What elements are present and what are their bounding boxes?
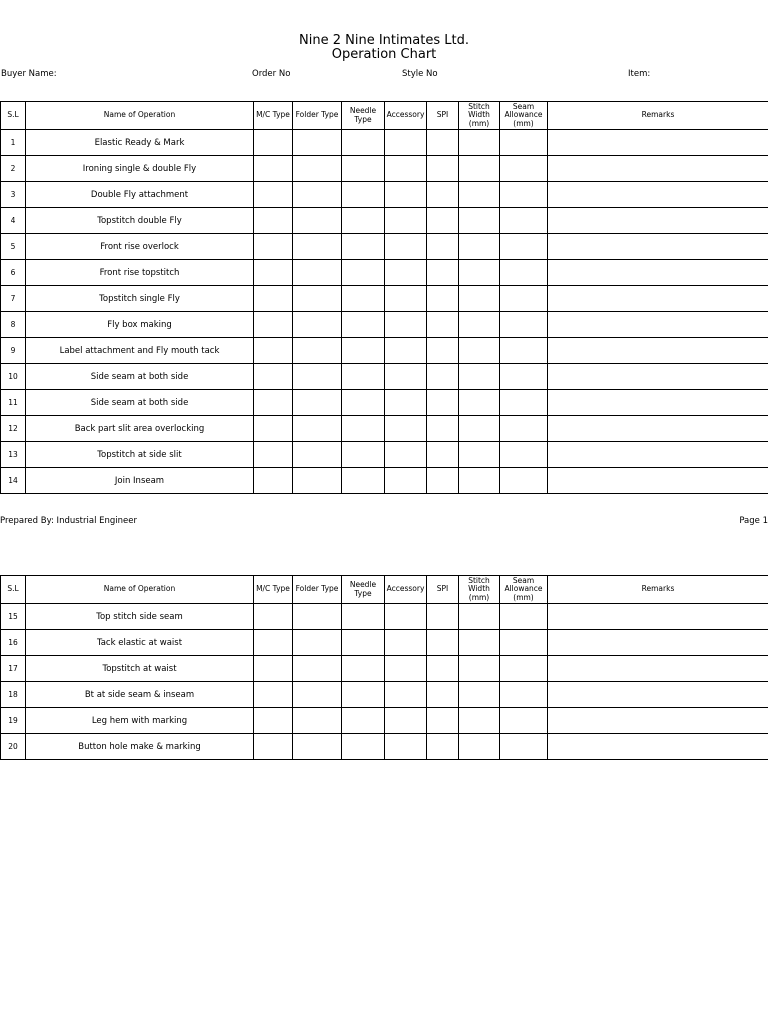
column-header-needle-type: Needle Type <box>342 576 385 604</box>
operation-name-cell: Topstitch at side slit <box>26 442 254 468</box>
mc-type-cell <box>254 312 293 338</box>
serial-number-cell: 16 <box>1 630 26 656</box>
operation-name-cell: Tack elastic at waist <box>26 630 254 656</box>
remarks-cell <box>548 234 768 260</box>
column-header-operation-name: Name of Operation <box>26 576 254 604</box>
column-header-stitch-width: Stitch Width (mm) <box>459 576 500 604</box>
mc-type-cell <box>254 390 293 416</box>
stitch-width-cell <box>459 604 500 630</box>
stitch-width-cell <box>459 390 500 416</box>
spi-cell <box>427 364 459 390</box>
column-header-sl: S.L <box>1 102 26 130</box>
table-row <box>1 182 768 208</box>
table-row <box>1 416 768 442</box>
column-header-mc-type: M/C Type <box>254 576 293 604</box>
remarks-cell <box>548 208 768 234</box>
seam-allowance-cell <box>500 260 548 286</box>
accessory-cell <box>385 338 427 364</box>
needle-type-cell <box>342 468 385 494</box>
accessory-cell <box>385 208 427 234</box>
item-label: Item: <box>628 69 651 79</box>
remarks-cell <box>548 364 768 390</box>
accessory-cell <box>385 130 427 156</box>
needle-type-cell <box>342 130 385 156</box>
needle-type-cell <box>342 286 385 312</box>
seam-allowance-cell <box>500 364 548 390</box>
serial-number-cell: 20 <box>1 734 26 760</box>
seam-allowance-cell <box>500 130 548 156</box>
seam-allowance-cell <box>500 208 548 234</box>
order-no-label: Order No <box>252 69 291 79</box>
remarks-cell <box>548 682 768 708</box>
needle-type-cell <box>342 734 385 760</box>
folder-type-cell <box>293 390 342 416</box>
column-header-seam-allowance: Seam Allowance (mm) <box>500 102 548 130</box>
column-header-folder-type: Folder Type <box>293 576 342 604</box>
remarks-cell <box>548 734 768 760</box>
mc-type-cell <box>254 734 293 760</box>
table-row <box>1 312 768 338</box>
table-row <box>1 630 768 656</box>
folder-type-cell <box>293 630 342 656</box>
folder-type-cell <box>293 734 342 760</box>
seam-allowance-cell <box>500 182 548 208</box>
stitch-width-cell <box>459 338 500 364</box>
seam-allowance-cell <box>500 234 548 260</box>
serial-number-cell: 7 <box>1 286 26 312</box>
style-no-label: Style No <box>402 69 438 79</box>
column-header-sl: S.L <box>1 576 26 604</box>
needle-type-cell <box>342 442 385 468</box>
stitch-width-cell <box>459 208 500 234</box>
operation-name-cell: Label attachment and Fly mouth tack <box>26 338 254 364</box>
folder-type-cell <box>293 604 342 630</box>
operation-table-page-2 <box>0 575 768 760</box>
seam-allowance-cell <box>500 604 548 630</box>
operation-name-cell: Back part slit area overlocking <box>26 416 254 442</box>
stitch-width-cell <box>459 286 500 312</box>
column-header-spi: SPI <box>427 102 459 130</box>
operation-name-cell: Join Inseam <box>26 468 254 494</box>
seam-allowance-cell <box>500 416 548 442</box>
accessory-cell <box>385 364 427 390</box>
column-header-seam-allowance: Seam Allowance (mm) <box>500 576 548 604</box>
folder-type-cell <box>293 708 342 734</box>
spi-cell <box>427 312 459 338</box>
remarks-cell <box>548 286 768 312</box>
seam-allowance-cell <box>500 630 548 656</box>
operation-name-cell: Fly box making <box>26 312 254 338</box>
operation-name-cell: Button hole make & marking <box>26 734 254 760</box>
mc-type-cell <box>254 708 293 734</box>
folder-type-cell <box>293 364 342 390</box>
needle-type-cell <box>342 338 385 364</box>
remarks-cell <box>548 656 768 682</box>
table-row <box>1 260 768 286</box>
table-row <box>1 656 768 682</box>
accessory-cell <box>385 708 427 734</box>
stitch-width-cell <box>459 708 500 734</box>
operation-name-cell: Leg hem with marking <box>26 708 254 734</box>
needle-type-cell <box>342 208 385 234</box>
stitch-width-cell <box>459 182 500 208</box>
mc-type-cell <box>254 156 293 182</box>
spi-cell <box>427 604 459 630</box>
needle-type-cell <box>342 260 385 286</box>
remarks-cell <box>548 416 768 442</box>
operation-name-cell: Ironing single & double Fly <box>26 156 254 182</box>
table-row <box>1 442 768 468</box>
mc-type-cell <box>254 630 293 656</box>
seam-allowance-cell <box>500 656 548 682</box>
page-title: Operation Chart <box>331 47 437 62</box>
serial-number-cell: 8 <box>1 312 26 338</box>
stitch-width-cell <box>459 364 500 390</box>
needle-type-cell <box>342 708 385 734</box>
seam-allowance-cell <box>500 338 548 364</box>
accessory-cell <box>385 682 427 708</box>
spi-cell <box>427 630 459 656</box>
operation-name-cell: Front rise topstitch <box>26 260 254 286</box>
seam-allowance-cell <box>500 682 548 708</box>
table-row <box>1 364 768 390</box>
table-row <box>1 734 768 760</box>
remarks-cell <box>548 708 768 734</box>
mc-type-cell <box>254 338 293 364</box>
folder-type-cell <box>293 182 342 208</box>
folder-type-cell <box>293 286 342 312</box>
needle-type-cell <box>342 656 385 682</box>
serial-number-cell: 4 <box>1 208 26 234</box>
spi-cell <box>427 338 459 364</box>
remarks-cell <box>548 156 768 182</box>
mc-type-cell <box>254 682 293 708</box>
serial-number-cell: 18 <box>1 682 26 708</box>
spi-cell <box>427 708 459 734</box>
needle-type-cell <box>342 682 385 708</box>
folder-type-cell <box>293 130 342 156</box>
stitch-width-cell <box>459 442 500 468</box>
stitch-width-cell <box>459 630 500 656</box>
folder-type-cell <box>293 208 342 234</box>
folder-type-cell <box>293 656 342 682</box>
accessory-cell <box>385 286 427 312</box>
operation-table-page-1 <box>0 101 768 494</box>
column-header-folder-type: Folder Type <box>293 102 342 130</box>
spi-cell <box>427 182 459 208</box>
serial-number-cell: 12 <box>1 416 26 442</box>
table-row <box>1 130 768 156</box>
buyer-name-label: Buyer Name: <box>1 69 57 79</box>
stitch-width-cell <box>459 682 500 708</box>
accessory-cell <box>385 260 427 286</box>
accessory-cell <box>385 734 427 760</box>
needle-type-cell <box>342 156 385 182</box>
mc-type-cell <box>254 364 293 390</box>
mc-type-cell <box>254 130 293 156</box>
serial-number-cell: 2 <box>1 156 26 182</box>
stitch-width-cell <box>459 156 500 182</box>
mc-type-cell <box>254 604 293 630</box>
table-row <box>1 234 768 260</box>
mc-type-cell <box>254 442 293 468</box>
needle-type-cell <box>342 390 385 416</box>
folder-type-cell <box>293 468 342 494</box>
spi-cell <box>427 416 459 442</box>
spi-cell <box>427 130 459 156</box>
serial-number-cell: 14 <box>1 468 26 494</box>
needle-type-cell <box>342 630 385 656</box>
spi-cell <box>427 234 459 260</box>
stitch-width-cell <box>459 260 500 286</box>
table-row <box>1 156 768 182</box>
operation-name-cell: Topstitch single Fly <box>26 286 254 312</box>
seam-allowance-cell <box>500 442 548 468</box>
company-name: Nine 2 Nine Intimates Ltd. <box>299 33 469 48</box>
table-row <box>1 682 768 708</box>
serial-number-cell: 6 <box>1 260 26 286</box>
column-header-remarks: Remarks <box>548 102 768 130</box>
mc-type-cell <box>254 468 293 494</box>
folder-type-cell <box>293 156 342 182</box>
remarks-cell <box>548 130 768 156</box>
needle-type-cell <box>342 312 385 338</box>
seam-allowance-cell <box>500 156 548 182</box>
spi-cell <box>427 468 459 494</box>
needle-type-cell <box>342 604 385 630</box>
table-header-row <box>1 576 768 604</box>
column-header-operation-name: Name of Operation <box>26 102 254 130</box>
prepared-by: Prepared By: Industrial Engineer <box>0 516 137 526</box>
table-row <box>1 286 768 312</box>
accessory-cell <box>385 630 427 656</box>
stitch-width-cell <box>459 312 500 338</box>
remarks-cell <box>548 260 768 286</box>
table-row <box>1 338 768 364</box>
table-row <box>1 468 768 494</box>
accessory-cell <box>385 312 427 338</box>
accessory-cell <box>385 390 427 416</box>
accessory-cell <box>385 234 427 260</box>
mc-type-cell <box>254 260 293 286</box>
column-header-mc-type: M/C Type <box>254 102 293 130</box>
seam-allowance-cell <box>500 468 548 494</box>
folder-type-cell <box>293 234 342 260</box>
spi-cell <box>427 734 459 760</box>
folder-type-cell <box>293 442 342 468</box>
seam-allowance-cell <box>500 312 548 338</box>
column-header-accessory: Accessory <box>385 576 427 604</box>
accessory-cell <box>385 156 427 182</box>
serial-number-cell: 5 <box>1 234 26 260</box>
page-number: Page 1 <box>739 516 768 526</box>
mc-type-cell <box>254 656 293 682</box>
stitch-width-cell <box>459 656 500 682</box>
spi-cell <box>427 390 459 416</box>
needle-type-cell <box>342 364 385 390</box>
accessory-cell <box>385 182 427 208</box>
serial-number-cell: 17 <box>1 656 26 682</box>
remarks-cell <box>548 312 768 338</box>
table-row <box>1 208 768 234</box>
spi-cell <box>427 682 459 708</box>
accessory-cell <box>385 468 427 494</box>
table-header-row <box>1 102 768 130</box>
seam-allowance-cell <box>500 286 548 312</box>
serial-number-cell: 13 <box>1 442 26 468</box>
column-header-stitch-width: Stitch Width (mm) <box>459 102 500 130</box>
operation-name-cell: Bt at side seam & inseam <box>26 682 254 708</box>
stitch-width-cell <box>459 468 500 494</box>
operation-name-cell: Side seam at both side <box>26 364 254 390</box>
remarks-cell <box>548 468 768 494</box>
mc-type-cell <box>254 286 293 312</box>
mc-type-cell <box>254 416 293 442</box>
operation-name-cell: Double Fly attachment <box>26 182 254 208</box>
column-header-accessory: Accessory <box>385 102 427 130</box>
seam-allowance-cell <box>500 734 548 760</box>
table-row <box>1 604 768 630</box>
serial-number-cell: 15 <box>1 604 26 630</box>
operation-name-cell: Top stitch side seam <box>26 604 254 630</box>
remarks-cell <box>548 442 768 468</box>
stitch-width-cell <box>459 234 500 260</box>
accessory-cell <box>385 604 427 630</box>
column-header-remarks: Remarks <box>548 576 768 604</box>
needle-type-cell <box>342 416 385 442</box>
serial-number-cell: 10 <box>1 364 26 390</box>
operation-name-cell: Topstitch at waist <box>26 656 254 682</box>
operation-name-cell: Side seam at both side <box>26 390 254 416</box>
remarks-cell <box>548 338 768 364</box>
folder-type-cell <box>293 416 342 442</box>
mc-type-cell <box>254 208 293 234</box>
spi-cell <box>427 156 459 182</box>
stitch-width-cell <box>459 130 500 156</box>
accessory-cell <box>385 416 427 442</box>
table-row <box>1 708 768 734</box>
remarks-cell <box>548 630 768 656</box>
spi-cell <box>427 286 459 312</box>
folder-type-cell <box>293 312 342 338</box>
seam-allowance-cell <box>500 390 548 416</box>
column-header-spi: SPI <box>427 576 459 604</box>
remarks-cell <box>548 182 768 208</box>
operation-name-cell: Front rise overlock <box>26 234 254 260</box>
folder-type-cell <box>293 260 342 286</box>
accessory-cell <box>385 656 427 682</box>
mc-type-cell <box>254 182 293 208</box>
folder-type-cell <box>293 682 342 708</box>
needle-type-cell <box>342 234 385 260</box>
stitch-width-cell <box>459 416 500 442</box>
serial-number-cell: 9 <box>1 338 26 364</box>
serial-number-cell: 19 <box>1 708 26 734</box>
operation-name-cell: Elastic Ready & Mark <box>26 130 254 156</box>
table-row <box>1 390 768 416</box>
folder-type-cell <box>293 338 342 364</box>
spi-cell <box>427 442 459 468</box>
spi-cell <box>427 656 459 682</box>
operation-name-cell: Topstitch double Fly <box>26 208 254 234</box>
remarks-cell <box>548 390 768 416</box>
spi-cell <box>427 208 459 234</box>
serial-number-cell: 1 <box>1 130 26 156</box>
spi-cell <box>427 260 459 286</box>
mc-type-cell <box>254 234 293 260</box>
needle-type-cell <box>342 182 385 208</box>
accessory-cell <box>385 442 427 468</box>
seam-allowance-cell <box>500 708 548 734</box>
remarks-cell <box>548 604 768 630</box>
serial-number-cell: 3 <box>1 182 26 208</box>
stitch-width-cell <box>459 734 500 760</box>
column-header-needle-type: Needle Type <box>342 102 385 130</box>
serial-number-cell: 11 <box>1 390 26 416</box>
